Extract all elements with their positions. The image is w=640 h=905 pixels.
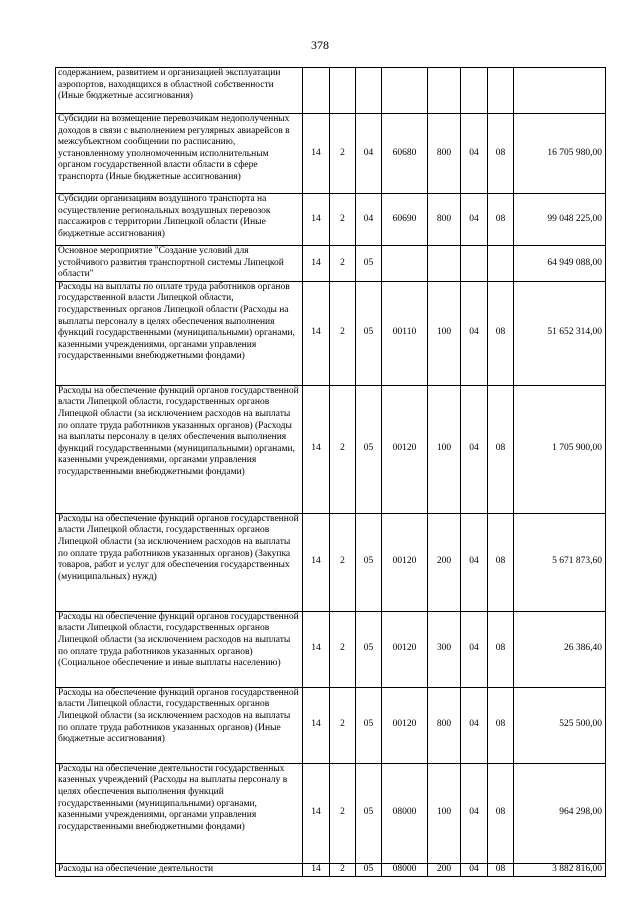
- row-name: Расходы на обеспечение функций органов государственной власти Липецкой области, государственных органов Липецкой области (за исключением расходов на выплаты по оплате труда работников указанных органов) (Закупка товаров, работ и услуг для обеспечения государственных (муниципальных) нужд): [56, 513, 303, 611]
- subsection-code: 04: [356, 194, 382, 246]
- code-col-7: 08: [488, 863, 514, 876]
- code-col-7: 08: [488, 114, 514, 194]
- table-row: [56, 687, 606, 763]
- section-code: 2: [330, 246, 356, 282]
- code-col-6: 04: [461, 114, 488, 194]
- amount: 99 048 225,00: [514, 194, 606, 246]
- code-col-6: 04: [461, 763, 488, 863]
- ved-code: 14: [303, 687, 330, 763]
- target-article-code: [382, 68, 428, 114]
- row-name: Расходы на обеспечение функций органов государственной власти Липецкой области, государственных органов Липецкой области (за исключением расходов на выплаты по оплате труда работников указанных органов) (Иные бюджетные ассигнования): [56, 687, 303, 763]
- expense-type-code: 800: [428, 194, 461, 246]
- table-row: [56, 611, 606, 687]
- target-article-code: 00120: [382, 611, 428, 687]
- section-code: 2: [330, 687, 356, 763]
- code-col-7: 08: [488, 281, 514, 385]
- amount: 1 705 900,00: [514, 385, 606, 513]
- expense-type-code: 200: [428, 513, 461, 611]
- code-col-7: 08: [488, 194, 514, 246]
- row-name: Расходы на обеспечение функций органов государственной власти Липецкой области, государственных органов Липецкой области (за исключением расходов на выплаты по оплате труда работников указанных органов) (Социальное обеспечение и иные выплаты населению): [56, 611, 303, 687]
- amount: 964 298,00: [514, 763, 606, 863]
- budget-table: [55, 67, 606, 877]
- code-col-6: [461, 68, 488, 114]
- ved-code: 14: [303, 114, 330, 194]
- amount: [514, 68, 606, 114]
- row-name: содержанием, развитием и организацией эксплуатации аэропортов, находящихся в областной собственности (Иные бюджетные ассигнования): [56, 68, 303, 114]
- page-number: 378: [311, 38, 329, 52]
- row-name: Расходы на обеспечение функций органов государственной власти Липецкой области, государственных органов Липецкой области (за исключением расходов на выплаты по оплате труда работников указанных органов) (Расходы на выплаты персоналу в целях обеспечения выполнения функций государственными (муниципальными) органами, казенными учреждениями, органами управления государственными внебюджетными фондами): [56, 385, 303, 513]
- code-col-6: 04: [461, 687, 488, 763]
- ved-code: 14: [303, 513, 330, 611]
- subsection-code: 05: [356, 687, 382, 763]
- target-article-code: 00120: [382, 687, 428, 763]
- section-code: 2: [330, 611, 356, 687]
- expense-type-code: 300: [428, 611, 461, 687]
- code-col-6: 04: [461, 611, 488, 687]
- amount: 16 705 980,00: [514, 114, 606, 194]
- row-name: Расходы на обеспечение деятельности государственных казенных учреждений (Расходы на выплаты персоналу в целях обеспечения выполнения функций государственными (муниципальными) органами, казенными учреждениями, органами управления государственными внебюджетными фондами): [56, 763, 303, 863]
- expense-type-code: [428, 246, 461, 282]
- ved-code: 14: [303, 611, 330, 687]
- table-row: [56, 513, 606, 611]
- section-code: 2: [330, 513, 356, 611]
- amount: 64 949 088,00: [514, 246, 606, 282]
- amount: 5 671 873,60: [514, 513, 606, 611]
- subsection-code: [356, 68, 382, 114]
- ved-code: 14: [303, 385, 330, 513]
- target-article-code: [382, 246, 428, 282]
- ved-code: 14: [303, 194, 330, 246]
- target-article-code: 08000: [382, 863, 428, 876]
- table-row: [56, 246, 606, 282]
- code-col-6: 04: [461, 863, 488, 876]
- row-name: Субсидии организациям воздушного транспорта на осуществление региональных воздушных перевозок пассажиров с территории Липецкой области (Иные бюджетные ассигнования): [56, 194, 303, 246]
- row-name: Расходы на выплаты по оплате труда работников органов государственной власти Липецкой области, государственных органов Липецкой области (Расходы на выплаты персоналу в целях обеспечения выполнения функций государственными (муниципальными) органами, казенными учреждениями, органами управления государственными внебюджетными фондами): [56, 281, 303, 385]
- section-code: 2: [330, 763, 356, 863]
- code-col-7: 08: [488, 687, 514, 763]
- subsection-code: 05: [356, 385, 382, 513]
- subsection-code: 05: [356, 863, 382, 876]
- table-row: [56, 281, 606, 385]
- expense-type-code: [428, 68, 461, 114]
- expense-type-code: 800: [428, 687, 461, 763]
- expense-type-code: 800: [428, 114, 461, 194]
- expense-type-code: 100: [428, 763, 461, 863]
- ved-code: [303, 68, 330, 114]
- amount: 3 882 816,00: [514, 863, 606, 876]
- row-name: Субсидии на возмещение перевозчикам недополученных доходов в связи с выполнением регулярных авиарейсов в межсубъектном сообщении по расписанию, установленному уполномоченным исполнительным органом государственной власти области в сфере транспорта (Иные бюджетные ассигнования): [56, 114, 303, 194]
- expense-type-code: 100: [428, 385, 461, 513]
- code-col-7: 08: [488, 763, 514, 863]
- subsection-code: 05: [356, 763, 382, 863]
- code-col-6: 04: [461, 385, 488, 513]
- table-row: [56, 194, 606, 246]
- target-article-code: 08000: [382, 763, 428, 863]
- section-code: 2: [330, 863, 356, 876]
- section-code: 2: [330, 385, 356, 513]
- ved-code: 14: [303, 281, 330, 385]
- subsection-code: 04: [356, 114, 382, 194]
- table-row: [56, 863, 606, 876]
- target-article-code: 60680: [382, 114, 428, 194]
- amount: 26 386,40: [514, 611, 606, 687]
- code-col-7: [488, 68, 514, 114]
- ved-code: 14: [303, 763, 330, 863]
- table-row: [56, 68, 606, 114]
- code-col-7: 08: [488, 513, 514, 611]
- ved-code: 14: [303, 863, 330, 876]
- table-row: [56, 385, 606, 513]
- subsection-code: 05: [356, 513, 382, 611]
- section-code: 2: [330, 114, 356, 194]
- subsection-code: 05: [356, 246, 382, 282]
- row-name: Основное мероприятие "Создание условий для устойчивого развития транспортной системы Липецкой области": [56, 246, 303, 282]
- table-row: [56, 763, 606, 863]
- code-col-6: [461, 246, 488, 282]
- section-code: 2: [330, 194, 356, 246]
- code-col-6: 04: [461, 513, 488, 611]
- target-article-code: 00120: [382, 385, 428, 513]
- target-article-code: 00120: [382, 513, 428, 611]
- code-col-7: 08: [488, 611, 514, 687]
- code-col-6: 04: [461, 194, 488, 246]
- expense-type-code: 100: [428, 281, 461, 385]
- amount: 51 652 314,00: [514, 281, 606, 385]
- section-code: 2: [330, 281, 356, 385]
- target-article-code: 60690: [382, 194, 428, 246]
- amount: 525 500,00: [514, 687, 606, 763]
- section-code: [330, 68, 356, 114]
- code-col-7: [488, 246, 514, 282]
- subsection-code: 05: [356, 611, 382, 687]
- subsection-code: 05: [356, 281, 382, 385]
- ved-code: 14: [303, 246, 330, 282]
- row-name: Расходы на обеспечение деятельности: [56, 863, 303, 876]
- target-article-code: 00110: [382, 281, 428, 385]
- expense-type-code: 200: [428, 863, 461, 876]
- code-col-6: 04: [461, 281, 488, 385]
- table-row: [56, 114, 606, 194]
- code-col-7: 08: [488, 385, 514, 513]
